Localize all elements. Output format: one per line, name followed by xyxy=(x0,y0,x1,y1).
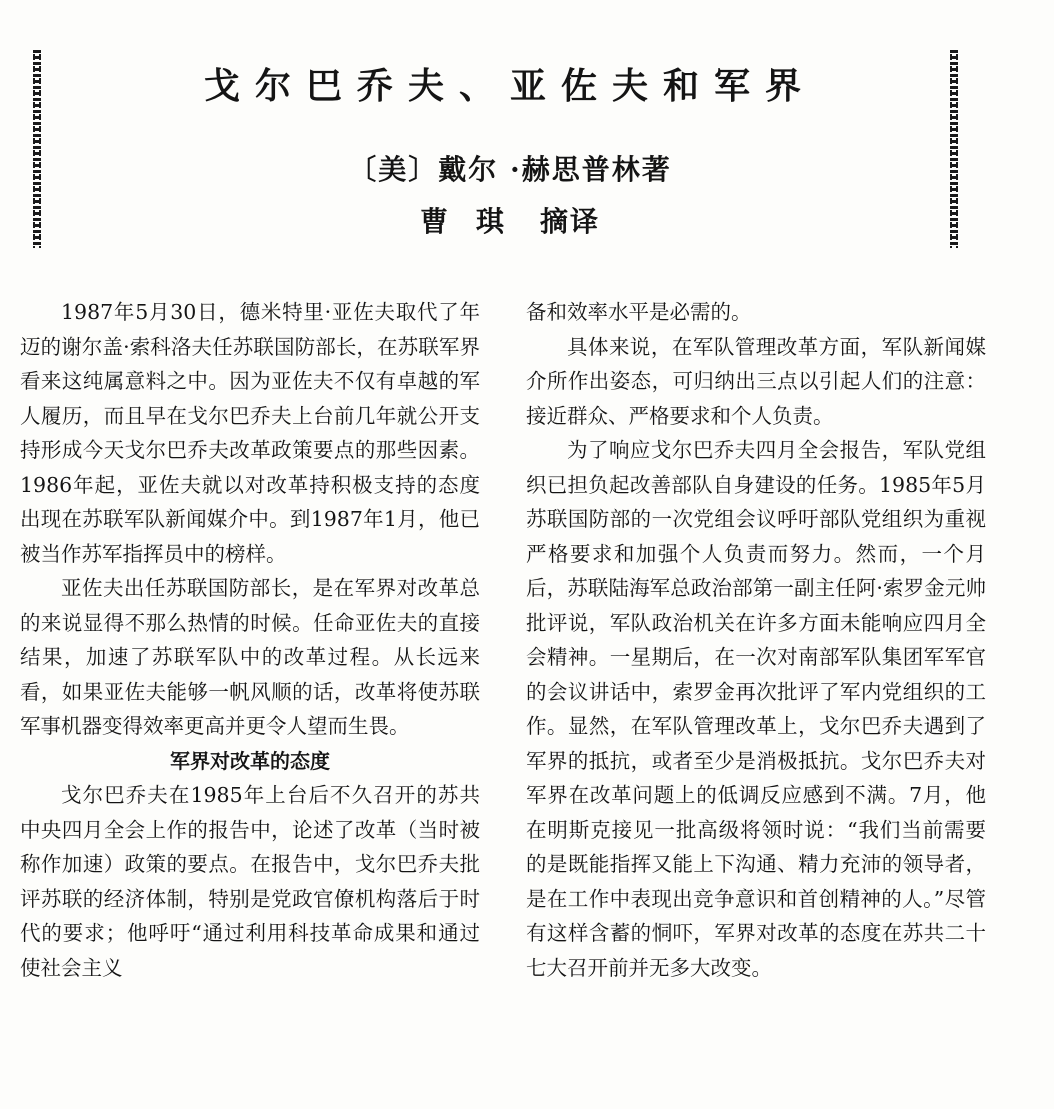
left-paragraph-2: 亚佐夫出任苏联国防部长，是在军界对改革总的来说显得不那么热情的时候。任命亚佐夫的直接结果，加速了苏联军队中的改革过程。从长远来看，如果亚佐夫能够一帆风顺的话，改革将使苏联军事机器变得效率更高并更令人望而生畏。 xyxy=(20,576,480,738)
right-column xyxy=(526,295,986,985)
right-paragraph-1: 具体来说，在军队管理改革方面，军队新闻媒介所作出姿态，可归纳出三点以引起人们的注意：接近群众、严格要求和个人负责。 xyxy=(526,334,986,428)
article-title: 戈尔巴乔夫、亚佐夫和军界 xyxy=(203,66,816,107)
right-border-ornament xyxy=(950,50,958,248)
translator-role: 摘译 xyxy=(540,205,601,238)
article-author: 〔美〕戴尔 ·赫思普林著 xyxy=(348,153,672,186)
right-paragraph-continued: 备和效率水平是必需的。 xyxy=(526,300,752,324)
translator-name-2: 琪 xyxy=(475,205,506,238)
right-paragraph-2: 为了响应戈尔巴乔夫四月全会报告，军队党组织已担负起改善部队自身建设的任务。1985年5月苏联国防部的一次党组会议呼吁部队党组织为重视严格要求和加强个人负责而努力。然而，一个月后，苏联陆海军总政治部第一副主任阿·索罗金元帅批评说，军队政治机关在许多方面未能响应四月全会精神。一星期后，在一次对南部军队集团军军官的会议讲话中，索罗金再次批评了军内党组织的工作。显然，在军队管理改革上，戈尔巴乔夫遇到了军界的抵抗，或者至少是消极抵抗。戈尔巴乔夫对军界在改革问题上的低调反应感到不满。7月，他在明斯克接见一批高级将领时说：“我们当前需要的是既能指挥又能上下沟通、精力充沛的领导者，是在工作中表现出竞争意识和首创精神的人。”尽管有这样含蓄的恫吓，军界对改革的态度在苏共二十七大召开前并无多大改变。 xyxy=(526,438,986,980)
left-paragraph-3: 戈尔巴乔夫在1985年上台后不久召开的苏共中央四月全会上作的报告中，论述了改革（当时被称作加速）政策的要点。在报告中，戈尔巴乔夫批评苏联的经济体制，特别是党政官僚机构落后于时代的要求；他呼吁“通过利用科技革命成果和通过使社会主义 xyxy=(20,783,480,980)
article-translator xyxy=(120,200,900,240)
translator-name-1: 曹 xyxy=(419,205,450,238)
section-heading: 军界对改革的态度 xyxy=(170,748,330,773)
left-border-ornament xyxy=(33,50,41,248)
left-column xyxy=(20,295,480,985)
left-paragraph-1: 1987年5月30日，德米特里·亚佐夫取代了年迈的谢尔盖·索科洛夫任苏联国防部长，在苏联军界看来这纯属意料之中。因为亚佐夫不仅有卓越的军人履历，而且早在戈尔巴乔夫上台前几年就公开支持形成今天戈尔巴乔夫改革政策要点的那些因素。1986年起，亚佐夫就以对改革持积极支持的态度出现在苏联军队新闻媒介中。到1987年1月，他已被当作苏军指挥员中的榜样。 xyxy=(20,300,480,566)
